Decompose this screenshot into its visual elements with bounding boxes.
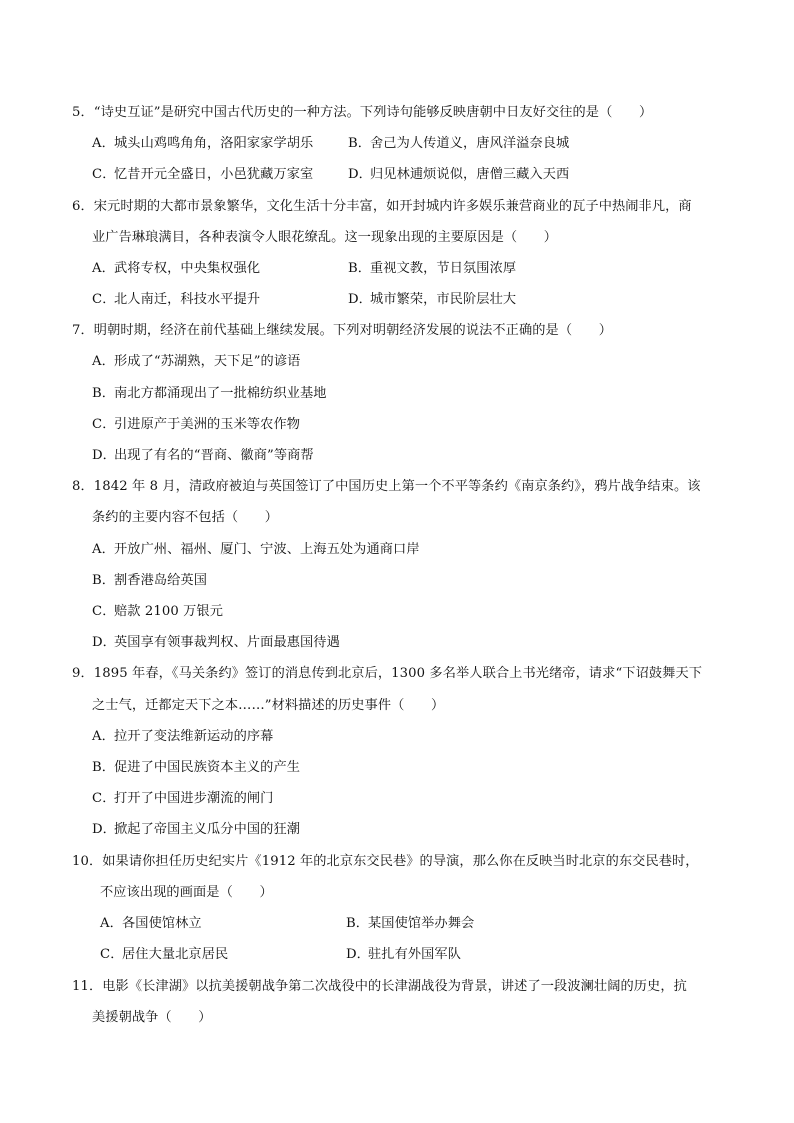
question-7-stem-line-1: 7．明朝时期，经济在前代基础上继续发展。下列对明朝经济发展的说法不正确的是（ ） [72, 323, 612, 338]
question-9-option-d: D．掀起了帝国主义瓜分中国的狂潮 [92, 822, 301, 837]
question-9-stem-line-2: 之士气，迁都定天下之本……”材料描述的历史事件（ ） [92, 698, 445, 713]
question-7-option-a: A．形成了“苏湖熟，天下足”的谚语 [92, 354, 301, 369]
question-5-option-c: C．忆昔开元全盛日，小邑犹藏万家室 [92, 167, 314, 182]
question-6-option-c: C．北人南迁，科技水平提升 [92, 292, 261, 307]
question-11-stem-line-1: 11．电影《长津湖》以抗美援朝战争第二次战役中的长津湖战役为背景，讲述了一段波澜壮阔的历史，抗 [72, 979, 687, 994]
question-6-option-b: B．重视文教，节日氛围浓厚 [348, 261, 517, 276]
question-5-stem-line-1: 5．“诗史互证”是研究中国古代历史的一种方法。下列诗句能够反映唐朝中日友好交往的是（ ） [72, 105, 653, 120]
question-10-option-c: C．居住大量北京居民 [100, 947, 229, 962]
question-8-option-c: C．赔款 2100 万银元 [92, 604, 223, 619]
question-10-option-a: A．各国使馆林立 [100, 916, 202, 931]
question-6-option-a: A．武将专权，中央集权强化 [92, 261, 261, 276]
question-10-option-b: B．某国使馆举办舞会 [346, 916, 475, 931]
question-9-option-b: B．促进了中国民族资本主义的产生 [92, 760, 301, 775]
question-10-stem-line-1: 10．如果请你担任历史纪实片《1912 年的北京东交民巷》的导演，那么你在反映当时北京的东交民巷时， [72, 854, 699, 869]
question-5-option-b: B．舍己为人传道义，唐风洋溢奈良城 [348, 136, 570, 151]
question-8-option-a: A．开放广州、福州、厦门、宁波、上海五处为通商口岸 [92, 542, 420, 557]
question-10-option-d: D．驻扎有外国军队 [346, 947, 462, 962]
question-9-stem-line-1: 9．1895 年春，《马关条约》签订的消息传到北京后，1300 多名举人联合上书光绪帝，请求“下诏鼓舞天下 [72, 666, 703, 681]
question-7-option-d: D．出现了有名的“晋商、徽商”等商帮 [92, 448, 314, 463]
question-6-stem-line-2: 业广告琳琅满目，各种表演令人眼花缭乱。这一现象出现的主要原因是（ ） [92, 230, 558, 245]
question-7-option-c: C．引进原产于美洲的玉米等农作物 [92, 417, 301, 432]
question-9-option-c: C．打开了中国进步潮流的闸门 [92, 791, 274, 806]
question-8-stem-line-2: 条约的主要内容不包括（ ） [92, 510, 279, 525]
question-5-option-d: D．归见林逋烦说似，唐僧三藏入天西 [348, 167, 570, 182]
question-9-option-a: A．拉开了变法维新运动的序幕 [92, 729, 274, 744]
question-7-option-b: B．南北方都涌现出了一批棉纺织业基地 [92, 386, 327, 401]
question-8-option-d: D．英国享有领事裁判权、片面最惠国待遇 [92, 635, 340, 650]
question-8-stem-line-1: 8．1842 年 8 月，清政府被迫与英国签订了中国历史上第一个不平等条约《南京条约》，鸦片战争结束。该 [72, 479, 701, 494]
question-11-stem-line-2: 美援朝战争（ ） [92, 1010, 212, 1025]
question-10-stem-line-2: 不应该出现的画面是（ ） [100, 885, 273, 900]
question-5-option-a: A．城头山鸡鸣角角，洛阳家家学胡乐 [92, 136, 314, 151]
question-6-stem-line-1: 6．宋元时期的大都市景象繁华，文化生活十分丰富，如开封城内许多娱乐兼营商业的瓦子中热闹非凡，商 [72, 199, 692, 214]
question-8-option-b: B．割香港岛给英国 [92, 573, 208, 588]
question-6-option-d: D．城市繁荣，市民阶层壮大 [348, 292, 517, 307]
